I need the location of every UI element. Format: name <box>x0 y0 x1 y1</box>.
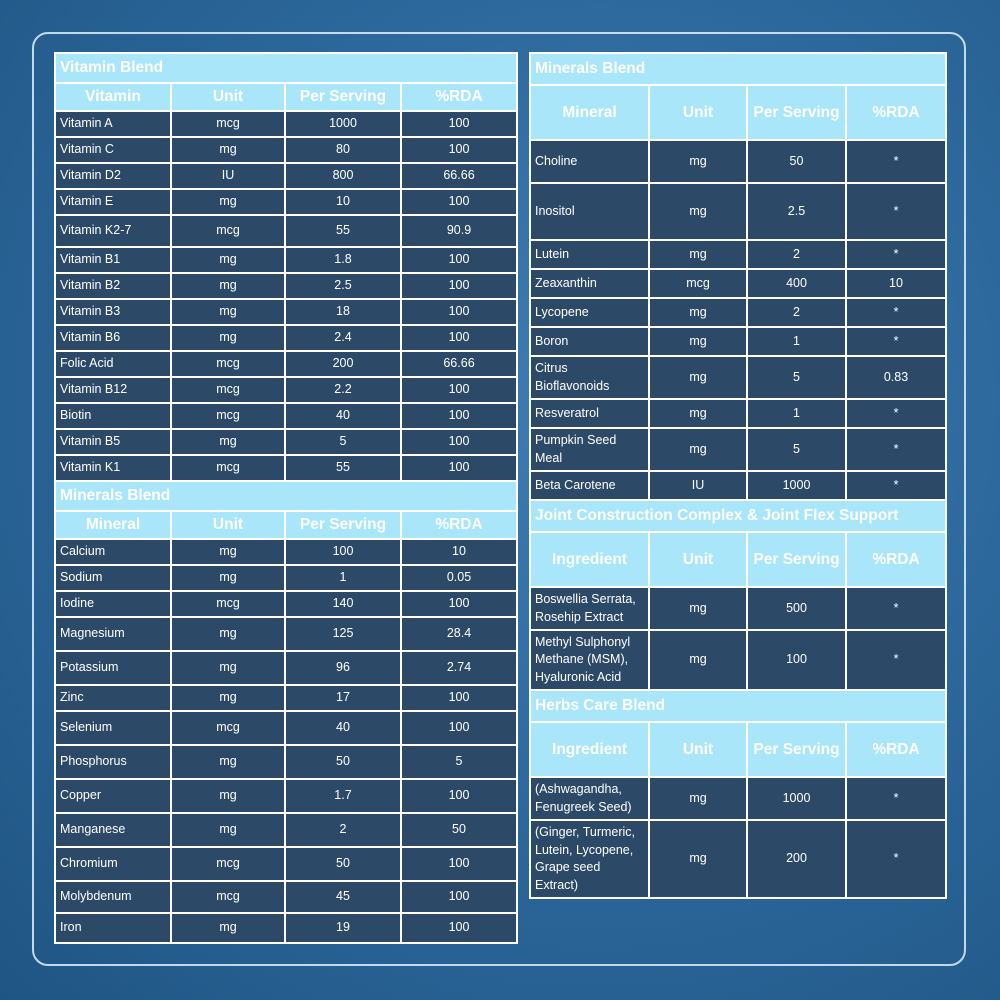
table-cell: 2 <box>285 813 401 847</box>
table-cell: 100 <box>401 685 517 711</box>
table-row <box>530 327 946 356</box>
table-cell: 100 <box>401 779 517 813</box>
table-cell: 18 <box>285 299 401 325</box>
table-cell: * <box>846 587 946 630</box>
vitamin-blend-title-row <box>55 53 517 83</box>
minerals-blend-left-header-3: %RDA <box>401 511 517 539</box>
table-cell: 100 <box>401 881 517 913</box>
table-row <box>530 356 946 399</box>
table-cell: mg <box>171 137 285 163</box>
minerals-blend-right-title: Minerals Blend <box>530 53 946 85</box>
table-cell: * <box>846 630 946 690</box>
table-cell: 200 <box>747 820 846 898</box>
table-cell: 19 <box>285 913 401 943</box>
table-cell: 66.66 <box>401 351 517 377</box>
table-row <box>55 881 517 913</box>
table-cell: 80 <box>285 137 401 163</box>
table-cell: 5 <box>747 428 846 471</box>
herbs-care-blend-header-2: Per Serving <box>747 722 846 777</box>
table-row <box>55 745 517 779</box>
table-cell: (Ginger, Turmeric, Lutein, Lycopene, Grape seed Extract) <box>530 820 649 898</box>
table-cell: Selenium <box>55 711 171 745</box>
table-row <box>55 111 517 137</box>
table-cell: 200 <box>285 351 401 377</box>
vitamin-blend-header-1: Unit <box>171 83 285 111</box>
herbs-care-blend-header-row <box>530 722 946 777</box>
table-row <box>55 651 517 685</box>
table-cell: 50 <box>285 847 401 881</box>
table-cell: 100 <box>401 377 517 403</box>
table-row <box>55 429 517 455</box>
table-cell: 17 <box>285 685 401 711</box>
table-row <box>55 163 517 189</box>
table-cell: IU <box>171 163 285 189</box>
vitamin-blend-title: Vitamin Blend <box>55 53 517 83</box>
minerals-blend-right-header-row <box>530 85 946 140</box>
table-row <box>55 617 517 651</box>
table-cell: 1000 <box>747 777 846 820</box>
table-cell: 2.5 <box>747 183 846 240</box>
joint-complex-header-row <box>530 532 946 587</box>
table-cell: mg <box>649 587 747 630</box>
table-cell: mg <box>171 651 285 685</box>
table-row <box>530 298 946 327</box>
table-cell: Biotin <box>55 403 171 429</box>
minerals-blend-left-title: Minerals Blend <box>55 481 517 511</box>
table-cell: mg <box>649 327 747 356</box>
table-row <box>530 399 946 428</box>
table-cell: 100 <box>401 455 517 481</box>
table-cell: 1000 <box>285 111 401 137</box>
table-cell: 2 <box>747 298 846 327</box>
table-cell: 2.4 <box>285 325 401 351</box>
table-cell: mg <box>171 685 285 711</box>
table-cell: 55 <box>285 455 401 481</box>
table-cell: Vitamin C <box>55 137 171 163</box>
table-cell: 100 <box>401 591 517 617</box>
table-cell: Inositol <box>530 183 649 240</box>
table-cell: 96 <box>285 651 401 685</box>
herbs-care-blend-header-3: %RDA <box>846 722 946 777</box>
table-cell: mg <box>171 779 285 813</box>
table-cell: * <box>846 777 946 820</box>
herbs-care-blend-title: Herbs Care Blend <box>530 690 946 722</box>
table-cell: 2.5 <box>285 273 401 299</box>
table-row <box>530 269 946 298</box>
table-cell: IU <box>649 471 747 500</box>
table-cell: Lutein <box>530 240 649 269</box>
herbs-care-blend-header-1: Unit <box>649 722 747 777</box>
table-cell: mcg <box>171 591 285 617</box>
table-cell: 2.2 <box>285 377 401 403</box>
table-cell: mg <box>171 539 285 565</box>
table-row <box>55 813 517 847</box>
table-cell: 100 <box>401 189 517 215</box>
table-cell: 1 <box>747 327 846 356</box>
table-cell: mg <box>171 745 285 779</box>
table-cell: mcg <box>171 711 285 745</box>
minerals-blend-right-header-0: Mineral <box>530 85 649 140</box>
vitamin-blend-header-2: Per Serving <box>285 83 401 111</box>
table-cell: Folic Acid <box>55 351 171 377</box>
table-cell: 55 <box>285 215 401 247</box>
table-row <box>530 183 946 240</box>
table-cell: 100 <box>401 711 517 745</box>
table-cell: Chromium <box>55 847 171 881</box>
table-cell: 400 <box>747 269 846 298</box>
table-cell: 100 <box>401 111 517 137</box>
minerals-blend-right-header-1: Unit <box>649 85 747 140</box>
table-cell: 28.4 <box>401 617 517 651</box>
table-cell: Molybdenum <box>55 881 171 913</box>
table-cell: 5 <box>747 356 846 399</box>
table-cell: Boswellia Serrata, Rosehip Extract <box>530 587 649 630</box>
table-cell: mg <box>171 813 285 847</box>
table-cell: mg <box>649 428 747 471</box>
table-row <box>55 215 517 247</box>
vitamin-blend-header-row <box>55 83 517 111</box>
joint-complex-header-3: %RDA <box>846 532 946 587</box>
table-cell: 1.7 <box>285 779 401 813</box>
joint-complex-title: Joint Construction Complex & Joint Flex Support <box>530 500 946 532</box>
table-row <box>55 779 517 813</box>
table-cell: Iron <box>55 913 171 943</box>
table-cell: Vitamin B3 <box>55 299 171 325</box>
table-cell: 100 <box>401 913 517 943</box>
table-row <box>530 140 946 183</box>
table-cell: Iodine <box>55 591 171 617</box>
table-row <box>530 240 946 269</box>
table-cell: (Ashwagandha, Fenugreek Seed) <box>530 777 649 820</box>
table-cell: 45 <box>285 881 401 913</box>
table-row <box>530 471 946 500</box>
table-cell: * <box>846 471 946 500</box>
table-cell: 0.05 <box>401 565 517 591</box>
table-cell: Vitamin B2 <box>55 273 171 299</box>
table-cell: 50 <box>401 813 517 847</box>
table-cell: mcg <box>171 377 285 403</box>
table-cell: 10 <box>401 539 517 565</box>
table-cell: Vitamin B6 <box>55 325 171 351</box>
table-cell: 2.74 <box>401 651 517 685</box>
table-cell: 50 <box>285 745 401 779</box>
table-cell: Resveratrol <box>530 399 649 428</box>
table-row <box>530 820 946 898</box>
table-cell: Vitamin B5 <box>55 429 171 455</box>
table-cell: * <box>846 298 946 327</box>
table-row <box>55 711 517 745</box>
joint-complex-header-0: Ingredient <box>530 532 649 587</box>
table-cell: 1 <box>747 399 846 428</box>
table-cell: 10 <box>285 189 401 215</box>
table-cell: 1 <box>285 565 401 591</box>
table-cell: * <box>846 820 946 898</box>
table-row <box>55 137 517 163</box>
table-row <box>55 685 517 711</box>
table-row <box>55 273 517 299</box>
table-cell: Vitamin K2-7 <box>55 215 171 247</box>
table-cell: 100 <box>401 273 517 299</box>
table-row <box>55 539 517 565</box>
table-row <box>55 325 517 351</box>
table-row <box>530 630 946 690</box>
minerals-blend-left-header-row <box>55 511 517 539</box>
table-cell: Vitamin B1 <box>55 247 171 273</box>
table-cell: 100 <box>747 630 846 690</box>
joint-complex-title-row <box>530 500 946 532</box>
table-cell: 1.8 <box>285 247 401 273</box>
table-cell: mg <box>649 140 747 183</box>
table-cell: Vitamin K1 <box>55 455 171 481</box>
table-cell: 1000 <box>747 471 846 500</box>
table-row <box>55 455 517 481</box>
table-cell: * <box>846 399 946 428</box>
table-cell: mg <box>171 565 285 591</box>
table-cell: 100 <box>401 137 517 163</box>
table-cell: 800 <box>285 163 401 189</box>
table-row <box>55 913 517 943</box>
table-cell: Phosphorus <box>55 745 171 779</box>
herbs-care-blend-title-row <box>530 690 946 722</box>
table-row <box>55 189 517 215</box>
table-row <box>55 299 517 325</box>
table-cell: * <box>846 428 946 471</box>
table-cell: Copper <box>55 779 171 813</box>
table-cell: 5 <box>285 429 401 455</box>
table-cell: Potassium <box>55 651 171 685</box>
table-cell: 40 <box>285 711 401 745</box>
table-cell: 50 <box>747 140 846 183</box>
minerals-blend-right-title-row <box>530 53 946 85</box>
table-cell: mg <box>649 183 747 240</box>
vitamin-blend-header-0: Vitamin <box>55 83 171 111</box>
table-cell: Methyl Sulphonyl Methane (MSM), Hyaluronic Acid <box>530 630 649 690</box>
vitamin-blend-header-3: %RDA <box>401 83 517 111</box>
table-cell: mg <box>649 820 747 898</box>
table-cell: Vitamin B12 <box>55 377 171 403</box>
minerals-blend-left-header-2: Per Serving <box>285 511 401 539</box>
table-cell: 100 <box>401 299 517 325</box>
table-row <box>55 247 517 273</box>
table-cell: 0.83 <box>846 356 946 399</box>
table-cell: mg <box>649 356 747 399</box>
table-cell: Vitamin E <box>55 189 171 215</box>
table-cell: Magnesium <box>55 617 171 651</box>
table-cell: Choline <box>530 140 649 183</box>
table-cell: 125 <box>285 617 401 651</box>
table-cell: Vitamin A <box>55 111 171 137</box>
joint-complex-header-2: Per Serving <box>747 532 846 587</box>
table-cell: Beta Carotene <box>530 471 649 500</box>
minerals-blend-left-title-row <box>55 481 517 511</box>
table-row <box>55 591 517 617</box>
table-row <box>55 565 517 591</box>
table-cell: mg <box>171 429 285 455</box>
table-cell: * <box>846 140 946 183</box>
table-row <box>55 377 517 403</box>
table-row <box>55 403 517 429</box>
table-cell: Calcium <box>55 539 171 565</box>
table-cell: mg <box>171 273 285 299</box>
minerals-blend-left-header-1: Unit <box>171 511 285 539</box>
table-cell: mcg <box>649 269 747 298</box>
table-cell: 100 <box>401 325 517 351</box>
minerals-blend-right-header-2: Per Serving <box>747 85 846 140</box>
table-cell: mcg <box>171 881 285 913</box>
table-cell: 5 <box>401 745 517 779</box>
table-cell: mg <box>171 299 285 325</box>
table-cell: mg <box>649 240 747 269</box>
table-cell: mcg <box>171 403 285 429</box>
table-cell: Citrus Bioflavonoids <box>530 356 649 399</box>
table-cell: 66.66 <box>401 163 517 189</box>
table-cell: mcg <box>171 215 285 247</box>
table-cell: 90.9 <box>401 215 517 247</box>
table-cell: mg <box>171 247 285 273</box>
table-cell: 140 <box>285 591 401 617</box>
table-cell: Zinc <box>55 685 171 711</box>
table-cell: 100 <box>401 847 517 881</box>
table-cell: * <box>846 183 946 240</box>
table-cell: Zeaxanthin <box>530 269 649 298</box>
table-cell: mg <box>171 189 285 215</box>
table-cell: mg <box>649 777 747 820</box>
table-row <box>55 351 517 377</box>
table-cell: mg <box>171 617 285 651</box>
table-cell: 100 <box>401 403 517 429</box>
table-cell: 100 <box>401 247 517 273</box>
herbs-care-blend-header-0: Ingredient <box>530 722 649 777</box>
table-cell: mcg <box>171 847 285 881</box>
table-cell: mcg <box>171 455 285 481</box>
table-cell: mg <box>649 630 747 690</box>
table-cell: mg <box>649 298 747 327</box>
table-cell: 100 <box>285 539 401 565</box>
minerals-blend-right-header-3: %RDA <box>846 85 946 140</box>
table-cell: 100 <box>401 429 517 455</box>
table-cell: mg <box>649 399 747 428</box>
joint-complex-header-1: Unit <box>649 532 747 587</box>
table-cell: 500 <box>747 587 846 630</box>
table-cell: * <box>846 327 946 356</box>
table-cell: Lycopene <box>530 298 649 327</box>
minerals-blend-left-header-0: Mineral <box>55 511 171 539</box>
table-cell: Sodium <box>55 565 171 591</box>
table-row <box>530 428 946 471</box>
table-cell: mcg <box>171 111 285 137</box>
table-cell: mcg <box>171 351 285 377</box>
table-row <box>530 777 946 820</box>
table-cell: Pumpkin Seed Meal <box>530 428 649 471</box>
table-cell: 10 <box>846 269 946 298</box>
table-cell: mg <box>171 325 285 351</box>
table-row <box>530 587 946 630</box>
table-row <box>55 847 517 881</box>
left-nutrition-table <box>54 52 518 944</box>
table-cell: * <box>846 240 946 269</box>
table-cell: mg <box>171 913 285 943</box>
table-cell: 40 <box>285 403 401 429</box>
table-cell: Manganese <box>55 813 171 847</box>
table-cell: 2 <box>747 240 846 269</box>
table-cell: Boron <box>530 327 649 356</box>
table-cell: Vitamin D2 <box>55 163 171 189</box>
right-nutrition-table <box>529 52 947 899</box>
